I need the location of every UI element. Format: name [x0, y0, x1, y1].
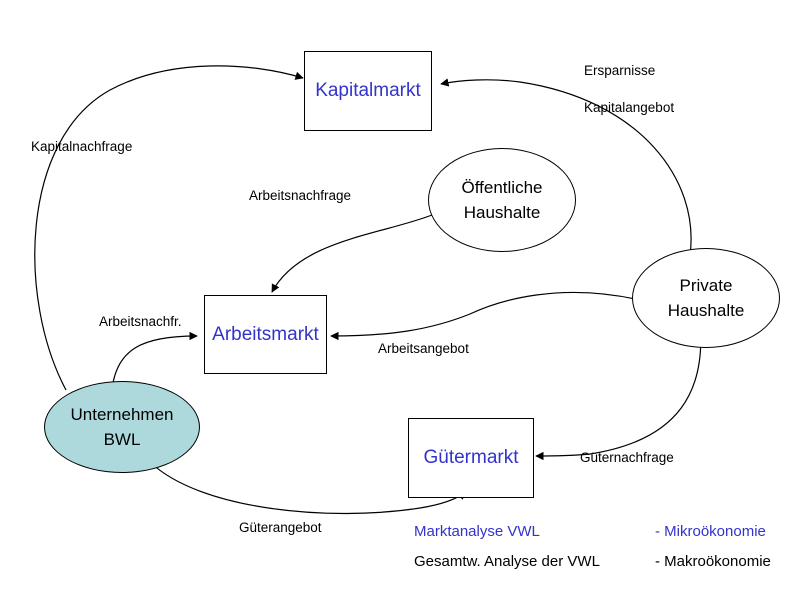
node-oeffentliche-haushalte-label-line1: Öffentliche [461, 177, 543, 197]
node-oeffentliche-haushalte[interactable] [428, 148, 576, 252]
node-private-haushalte-label-line1: Private [679, 275, 733, 295]
node-unternehmen-bwl-label-line2: BWL [103, 430, 141, 449]
node-unternehmen-bwl[interactable] [44, 381, 200, 473]
node-guetermarkt[interactable] [408, 418, 534, 498]
edge-label-arbeitsnachfr-text: Arbeitsnachfr. [99, 314, 182, 329]
legend-gesamtwirtschaftlich-right [655, 553, 771, 570]
node-kapitalmarkt[interactable] [304, 51, 432, 131]
node-guetermarkt-label: Gütermarkt [423, 447, 519, 468]
node-unternehmen-bwl-label-line1: Unternehmen [70, 404, 174, 424]
edge-label-ersparnisse-text: Ersparnisse [584, 63, 656, 78]
edge-label-arbeitsnachfrage [249, 188, 351, 203]
edge-label-kapitalangebot-text: Kapitalangebot [584, 100, 675, 115]
legend-marktanalyse-left [414, 523, 540, 540]
edge-label-arbeitsnachfrage-text: Arbeitsnachfrage [249, 188, 352, 203]
edge-label-gueternachfrage [580, 450, 674, 465]
edge-label-arbeitsangebot-text: Arbeitsangebot [378, 341, 469, 356]
edge-label-kapitalangebot [584, 100, 674, 115]
legend-gesamtwirtschaftlich-right-text: - Makroökonomie [655, 553, 771, 570]
edge-label-gueterangebot [239, 520, 322, 535]
node-arbeitsmarkt-label: Arbeitsmarkt [212, 323, 319, 345]
legend-marktanalyse-left-text: Marktanalyse VWL [414, 523, 540, 540]
legend-gesamtwirtschaftlich-left-text: Gesamtw. Analyse der VWL [414, 553, 600, 570]
edge-label-arbeitsangebot [378, 341, 469, 356]
node-arbeitsmarkt[interactable] [204, 295, 327, 374]
edge-arbeitsnachfrage [272, 215, 432, 292]
edge-label-gueternachfrage-text: Güternachfrage [580, 450, 674, 465]
edge-label-arbeitsnachfr [99, 314, 182, 329]
node-private-haushalte[interactable] [632, 248, 780, 348]
node-oeffentliche-haushalte-label-line2: Haushalte [463, 203, 541, 222]
node-private-haushalte-label-line2: Haushalte [667, 301, 745, 320]
edge-label-ersparnisse [584, 63, 655, 78]
legend-gesamtwirtschaftlich-left [414, 553, 600, 570]
legend-marktanalyse-right [655, 523, 766, 540]
edge-label-gueterangebot-text: Güterangebot [239, 520, 322, 535]
edge-label-kapitalnachfrage [31, 139, 132, 154]
node-kapitalmarkt-label: Kapitalmarkt [315, 80, 421, 101]
edge-arbeitsangebot [331, 292, 640, 336]
edge-label-kapitalnachfrage-text: Kapitalnachfrage [31, 139, 133, 154]
legend-marktanalyse-right-text: - Mikroökonomie [655, 523, 766, 540]
